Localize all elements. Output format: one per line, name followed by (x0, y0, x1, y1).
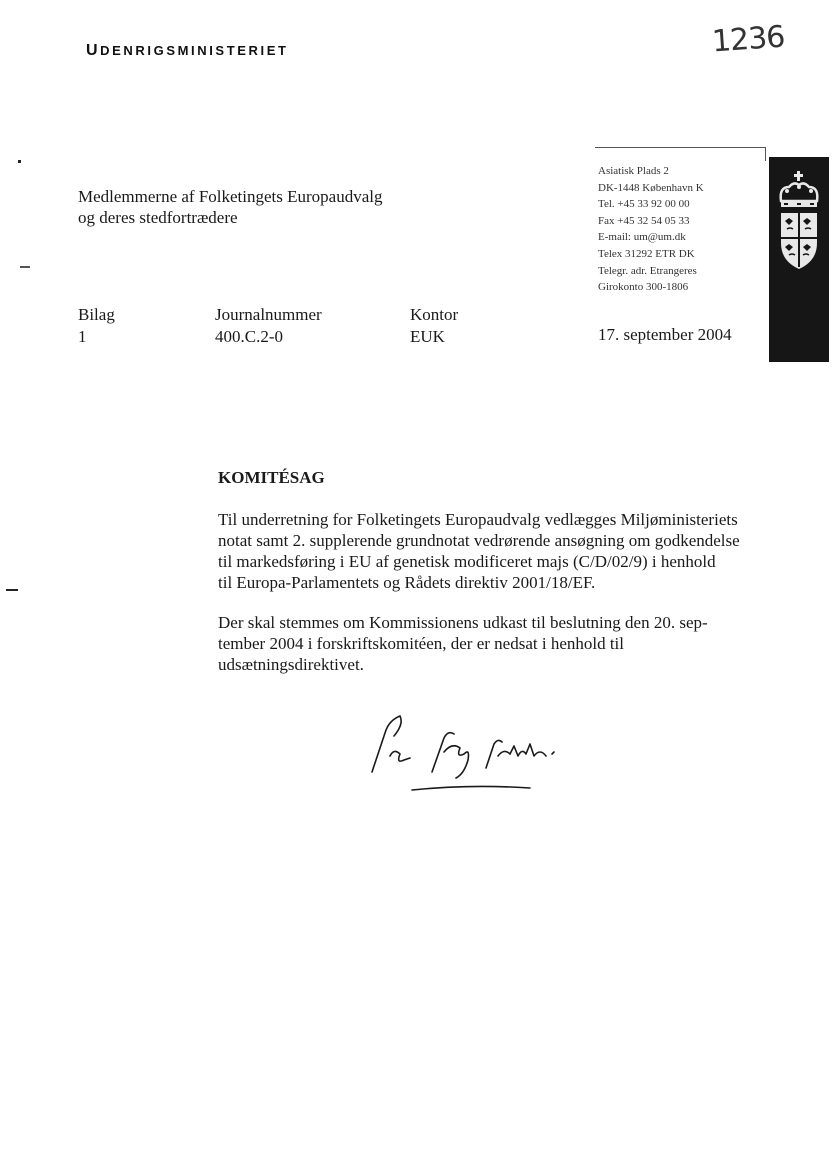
office-value: EUK (410, 327, 445, 346)
bilag-label: Bilag (78, 305, 115, 324)
margin-mark (6, 589, 18, 591)
paragraph-line: Der skal stemmes om Kommissionens udkast til beslutning den 20. sep- (218, 613, 708, 632)
royal-crest-icon (769, 157, 829, 362)
ministry-name-rest: DENRIGSMINISTERIET (100, 43, 289, 58)
paragraph-line: Til underretning for Folketingets Europaudvalg vedlægges Miljøministeriets (218, 510, 738, 529)
address-line: E-mail: um@um.dk (598, 231, 686, 244)
royal-crest-panel (769, 157, 829, 362)
address-line: DK-1448 København K (598, 181, 704, 194)
address-rule-end (765, 147, 766, 161)
handwritten-document-number: 1236 (710, 19, 786, 60)
recipient-line-2: og deres stedfortrædere (78, 208, 238, 227)
address-rule (595, 147, 765, 148)
ministry-name (86, 42, 289, 60)
address-line: Fax +45 32 54 05 33 (598, 214, 690, 227)
body-paragraph-2 (218, 612, 778, 675)
ministry-name-initial: U (86, 42, 101, 59)
body-paragraph-1 (218, 509, 778, 593)
address-line: Telegr. adr. Etrangeres (598, 264, 697, 277)
journal-number-value: 400.C.2-0 (215, 327, 283, 346)
ministry-address (598, 163, 704, 296)
paragraph-line: til markedsføring i EU af genetisk modificeret majs (C/D/02/9) i henhold (218, 552, 716, 571)
paragraph-line: tember 2004 i forskriftskomitéen, der er nedsat i henhold til (218, 634, 625, 653)
journal-number-label: Journalnummer (215, 305, 322, 324)
margin-mark (18, 160, 21, 163)
address-line: Telex 31292 ETR DK (598, 247, 695, 260)
recipient-block (78, 186, 383, 228)
letter-date: 17. september 2004 (598, 325, 732, 344)
office-label: Kontor (410, 305, 459, 324)
address-line: Asiatisk Plads 2 (598, 165, 669, 177)
paragraph-line: til Europa-Parlamentets og Rådets direktiv 2001/18/EF. (218, 573, 596, 592)
bilag-value: 1 (78, 327, 87, 346)
margin-mark (20, 266, 30, 268)
letter-heading: KOMITÉSAG (218, 468, 325, 487)
handwritten-signature (360, 708, 580, 808)
paragraph-line: udsætningsdirektivet. (218, 655, 364, 674)
address-line: Girokonto 300-1806 (598, 281, 689, 294)
address-line: Tel. +45 33 92 00 00 (598, 198, 690, 211)
paragraph-line: notat samt 2. supplerende grundnotat vedrørende ansøgning om godkendelse (218, 531, 740, 550)
recipient-line-1: Medlemmerne af Folketingets Europaudvalg (78, 187, 383, 206)
